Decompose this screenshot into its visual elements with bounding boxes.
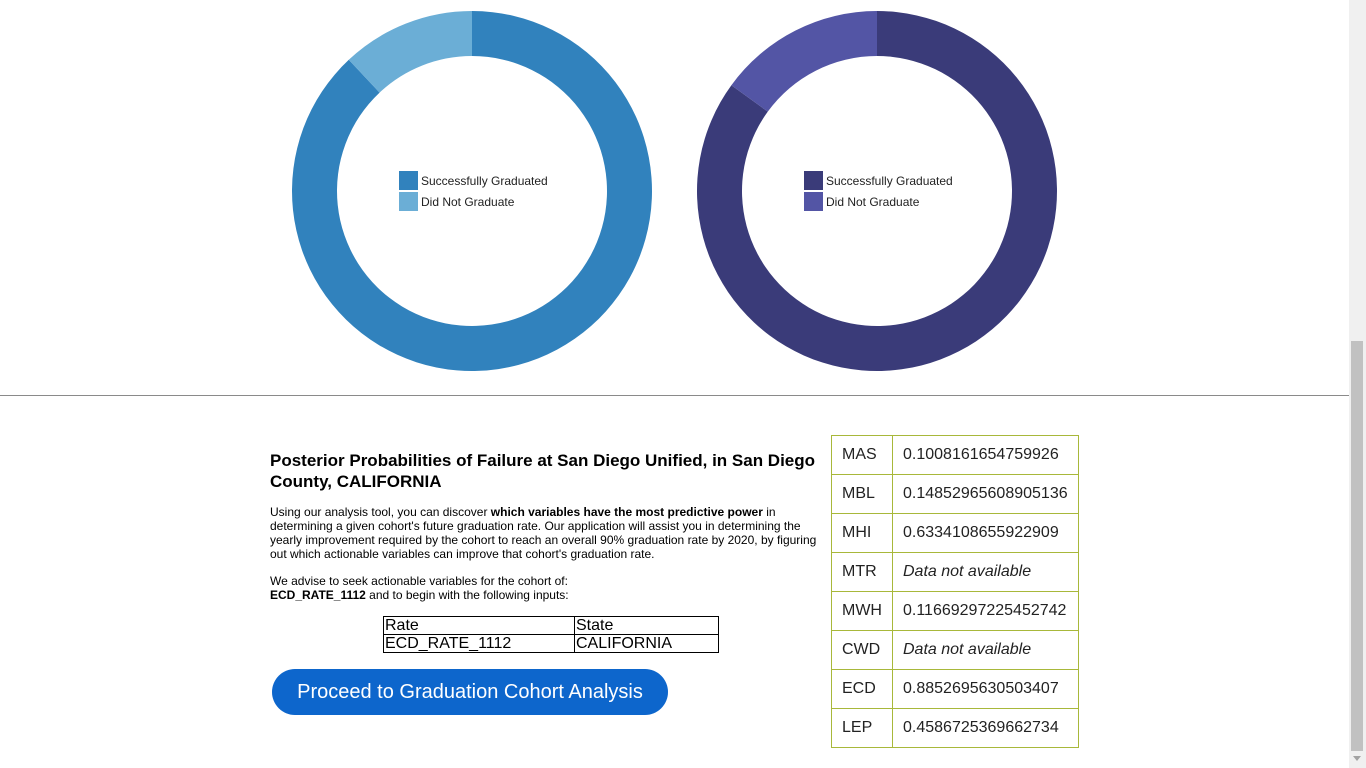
legend-item-not-graduated <box>804 191 953 212</box>
description-part: in determining a given cohort's future graduation rate. Our application will assist you in determining the yearly improvement required by the cohort to reach an overall 90% graduation rate by 2020, by figuring out which actionable variables can improve that cohort's graduation rate. <box>270 505 817 561</box>
probability-value: Data not available <box>893 631 1079 670</box>
legend-swatch <box>804 192 823 211</box>
table-row <box>832 514 1079 553</box>
legend-item-not-graduated <box>399 191 548 212</box>
advise-part: and to begin with the following inputs: <box>365 588 569 602</box>
table-row <box>832 592 1079 631</box>
section-divider <box>0 395 1349 396</box>
description-emphasis: which variables have the most predictive power <box>490 505 763 519</box>
cell-rate: ECD_RATE_1112 <box>384 635 575 653</box>
variable-code: ECD <box>832 670 893 709</box>
advise-text <box>270 574 830 602</box>
legend-item-graduated <box>804 170 953 191</box>
probability-value: 0.11669297225452742 <box>893 592 1079 631</box>
variable-code: MBL <box>832 475 893 514</box>
chart-legend <box>804 170 953 212</box>
variable-code: LEP <box>832 709 893 748</box>
table-header-row <box>384 617 719 635</box>
donut-slice-not-graduated <box>731 11 877 112</box>
variable-code: MAS <box>832 436 893 475</box>
probabilities-table <box>831 435 1079 748</box>
analysis-info <box>270 450 830 652</box>
scrollbar-thumb[interactable] <box>1351 341 1363 751</box>
column-header-rate: Rate <box>384 617 575 635</box>
table-row <box>832 475 1079 514</box>
proceed-button[interactable]: Proceed to Graduation Cohort Analysis <box>272 669 668 715</box>
probability-value: 0.6334108655922909 <box>893 514 1079 553</box>
legend-swatch <box>399 171 418 190</box>
variable-code: MWH <box>832 592 893 631</box>
table-row <box>832 631 1079 670</box>
scroll-down-arrow-icon[interactable] <box>1353 756 1361 761</box>
probability-value: Data not available <box>893 553 1079 592</box>
probability-value: 0.4586725369662734 <box>893 709 1079 748</box>
advise-line: We advise to seek actionable variables for the cohort of: <box>270 574 568 588</box>
table-row <box>832 670 1079 709</box>
column-header-state: State <box>575 617 719 635</box>
vertical-scrollbar[interactable] <box>1349 0 1366 768</box>
legend-swatch <box>804 171 823 190</box>
probability-value: 0.1008161654759926 <box>893 436 1079 475</box>
legend-label: Did Not Graduate <box>421 194 515 209</box>
table-row <box>384 635 719 653</box>
legend-label: Did Not Graduate <box>826 194 920 209</box>
description-part: Using our analysis tool, you can discover <box>270 505 491 519</box>
legend-label: Successfully Graduated <box>826 173 953 188</box>
cell-state: CALIFORNIA <box>575 635 719 653</box>
variable-code: MTR <box>832 553 893 592</box>
legend-label: Successfully Graduated <box>421 173 548 188</box>
probability-value: 0.8852695630503407 <box>893 670 1079 709</box>
inputs-table <box>383 616 719 653</box>
legend-item-graduated <box>399 170 548 191</box>
table-row <box>832 709 1079 748</box>
table-row <box>832 553 1079 592</box>
page-title: Posterior Probabilities of Failure at San Diego Unified, in San Diego County, CALIFORNIA <box>270 451 816 491</box>
variable-code: CWD <box>832 631 893 670</box>
cohort-name: ECD_RATE_1112 <box>270 588 366 602</box>
probability-value: 0.14852965608905136 <box>893 475 1079 514</box>
legend-swatch <box>399 192 418 211</box>
chart-legend <box>399 170 548 212</box>
variable-code: MHI <box>832 514 893 553</box>
description-text <box>270 505 830 561</box>
table-row <box>832 436 1079 475</box>
